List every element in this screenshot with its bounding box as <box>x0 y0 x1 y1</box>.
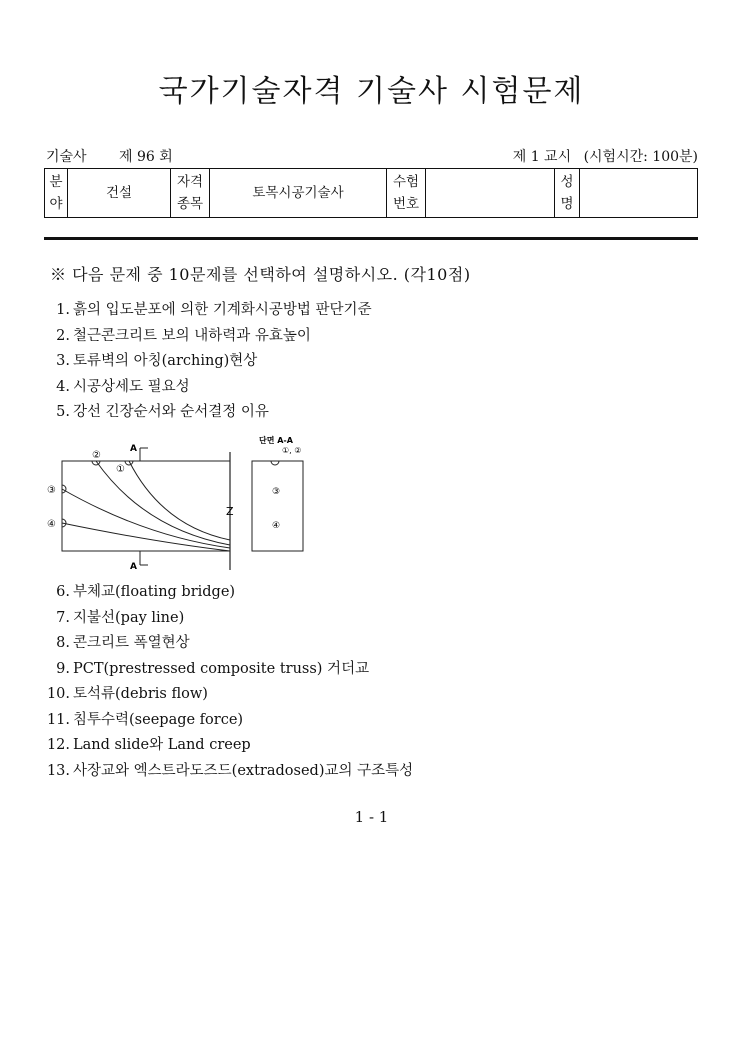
instruction-text: ※ 다음 문제 중 10문제를 선택하여 설명하시오. (각10점) <box>50 265 471 284</box>
page-number: 1 - 1 <box>354 808 389 826</box>
question-number: 13. <box>46 762 70 779</box>
question-item <box>36 733 676 759</box>
question-item <box>36 580 676 606</box>
type-label-line2: 종목 <box>176 196 204 212</box>
section-arrow-top-label: A <box>130 444 137 454</box>
z-label: Z <box>226 505 234 518</box>
field-value-cell: 건설 <box>68 169 171 218</box>
name-label-line2: 명 <box>560 196 574 212</box>
question-item <box>36 324 676 350</box>
question-item <box>36 708 676 734</box>
question-text: 사장교와 엑스트라도즈드(extradosed)교의 구조특성 <box>73 762 414 779</box>
question-number: 3. <box>56 353 70 369</box>
question-item <box>36 631 676 657</box>
type-label-cell <box>171 169 210 218</box>
question-number: 2. <box>56 327 70 344</box>
question-item <box>36 349 676 375</box>
type-label-line1: 자격 <box>176 174 204 190</box>
question-text: 토석류(debris flow) <box>73 686 208 702</box>
question-number: 10. <box>46 686 70 702</box>
question-number: 7. <box>56 609 70 626</box>
exam-session: 제 96 회 <box>119 149 173 165</box>
question-number: 11. <box>46 711 70 728</box>
question-number: 12. <box>46 737 70 753</box>
question-text: 토류벽의 아칭(arching)현상 <box>73 353 258 369</box>
question-item <box>36 759 676 785</box>
exam-info-right <box>505 146 698 166</box>
field-label-cell <box>45 169 68 218</box>
question-item <box>36 657 676 683</box>
section-anchor-top <box>271 461 279 465</box>
question-number: 4. <box>56 378 70 395</box>
question-number: 9. <box>56 660 70 677</box>
exam-info-table <box>44 168 698 218</box>
question-text: 시공상세도 필요성 <box>73 378 190 395</box>
question-number: 8. <box>56 635 70 651</box>
question-item <box>36 400 676 426</box>
exam-info-row <box>46 146 698 166</box>
question-text: 부체교(floating bridge) <box>73 584 236 600</box>
question-text: 강선 긴장순서와 순서결정 이유 <box>73 404 269 420</box>
question-text: 지불선(pay line) <box>73 609 185 626</box>
tendon-label-4: ④ <box>47 519 56 530</box>
question-number: 5. <box>56 404 70 420</box>
question-item <box>36 606 676 632</box>
exam-no-label-line1: 수험 <box>392 174 420 190</box>
question-number: 1. <box>56 302 70 318</box>
exam-info-left <box>46 146 201 166</box>
name-label-cell <box>555 169 580 218</box>
name-field[interactable] <box>580 169 698 218</box>
question-text: PCT(prestressed composite truss) 거더교 <box>73 660 370 677</box>
exam-no-label-line2: 번호 <box>392 196 420 212</box>
tendon-figure <box>44 434 324 574</box>
section-arrow-bottom-label: A <box>130 562 137 572</box>
question-item <box>36 682 676 708</box>
exam-category: 기술사 <box>46 149 87 165</box>
section-label-3: ③ <box>272 487 281 497</box>
type-value-cell: 토목시공기술사 <box>210 169 387 218</box>
question-number: 6. <box>56 584 70 600</box>
question-item <box>36 298 676 324</box>
tendon-label-3: ③ <box>47 485 56 496</box>
tendon-1 <box>129 461 230 540</box>
question-text: 침투수력(seepage force) <box>73 711 244 728</box>
section-label-4: ④ <box>272 521 281 531</box>
section-outline <box>252 461 303 551</box>
field-label-line1: 분 <box>49 174 63 190</box>
section-title: 단면 A-A <box>259 436 293 445</box>
field-label-line2: 야 <box>49 196 63 212</box>
question-text: 흙의 입도분포에 의한 기계화시공방법 판단기준 <box>73 302 372 318</box>
section-top-pair-label: ①, ② <box>282 446 302 455</box>
section-divider <box>44 237 698 240</box>
question-item <box>36 375 676 401</box>
tendon-label-1: ① <box>116 464 125 475</box>
question-text: 콘크리트 폭열현상 <box>73 635 190 651</box>
exam-no-label-cell <box>387 169 426 218</box>
tendon-label-2: ② <box>92 450 101 461</box>
question-list-bottom <box>36 580 676 784</box>
exam-period: 제 1 교시 <box>512 149 572 165</box>
page-title: 국가기술자격 기술사 시험문제 <box>158 74 585 109</box>
name-label-line1: 성 <box>560 174 574 190</box>
question-text: Land slide와 Land creep <box>73 737 251 753</box>
question-text: 철근콘크리트 보의 내하력과 유효높이 <box>73 327 311 344</box>
exam-time: (시험시간: 100분) <box>583 149 698 165</box>
beam-outline <box>62 461 230 551</box>
exam-no-field[interactable] <box>426 169 555 218</box>
question-list-top <box>36 298 676 426</box>
